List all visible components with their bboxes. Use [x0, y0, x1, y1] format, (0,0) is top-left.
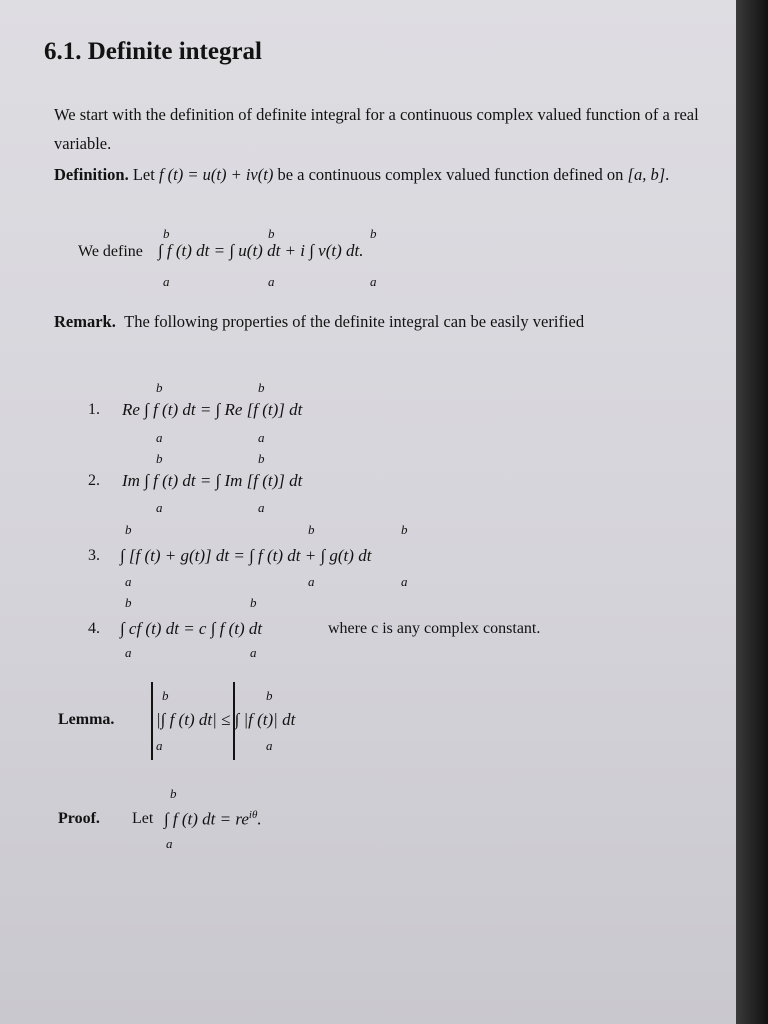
limit-upper: b — [162, 688, 169, 703]
section-heading — [44, 38, 262, 66]
limit-lower: a — [268, 274, 275, 289]
abs-bar-left — [151, 682, 153, 760]
limit-upper: b — [156, 380, 163, 395]
property-formula: ∫ cf (t) dt = c ∫ f (t) dt — [120, 619, 263, 638]
definition-text-after: be a continuous complex valued function defined on — [277, 165, 624, 184]
definition-we-define: We define — [78, 243, 143, 260]
limit-upper: b — [268, 226, 275, 241]
property-number: 3. — [88, 547, 100, 564]
definition-integral-formula: ∫ f (t) dt = ∫ u(t) dt + i ∫ v(t) dt. — [158, 241, 364, 260]
limit-upper: b — [125, 595, 132, 610]
property-suffix: where c is any complex constant. — [328, 620, 541, 637]
limit-lower: a — [156, 430, 163, 445]
definition-paragraph — [54, 160, 734, 189]
proof-text: Let — [132, 810, 154, 827]
limit-upper: b — [125, 522, 132, 537]
limit-lower: a — [163, 274, 170, 289]
proof-formula-exponent: iθ — [248, 809, 258, 821]
limit-lower: a — [370, 274, 377, 289]
definition-end: . — [665, 165, 670, 184]
limit-lower: a — [125, 645, 132, 660]
limit-lower: a — [308, 574, 315, 589]
definition-function-formula: f (t) = u(t) + iv(t) — [158, 165, 274, 184]
property-formula: Re ∫ f (t) dt = ∫ Re [f (t)] dt — [122, 400, 303, 419]
limit-upper: b — [163, 226, 170, 241]
limit-upper: b — [258, 451, 265, 466]
property-formula: Im ∫ f (t) dt = ∫ Im [f (t)] dt — [122, 471, 303, 490]
limit-lower: a — [258, 500, 265, 515]
limit-upper: b — [156, 451, 163, 466]
remark-label: Remark. — [54, 312, 116, 331]
proof-formula-main: ∫ f (t) dt = re — [164, 809, 249, 829]
definition-text-before: Let — [132, 165, 155, 184]
limit-upper: b — [170, 786, 177, 801]
intro-paragraph: We start with the definition of definite integral for a continuous complex valued function of a real variable. — [54, 105, 699, 153]
limit-lower: a — [156, 738, 163, 753]
remark-text: The following properties of the definite integral can be easily verified — [124, 312, 585, 331]
limit-upper: b — [308, 522, 315, 537]
property-number: 2. — [88, 472, 100, 489]
limit-lower: a — [266, 738, 273, 753]
property-number: 4. — [88, 620, 100, 637]
limit-upper: b — [370, 226, 377, 241]
limit-lower: a — [401, 574, 408, 589]
book-spine-shadow — [736, 0, 768, 1024]
limit-lower: a — [250, 645, 257, 660]
definition-interval: [a, b] — [627, 165, 666, 184]
limit-lower: a — [258, 430, 265, 445]
property-number: 1. — [88, 401, 100, 418]
limit-upper: b — [250, 595, 257, 610]
limit-lower: a — [125, 574, 132, 589]
section-title: Definite integral — [87, 38, 263, 65]
limit-upper: b — [401, 522, 408, 537]
proof-label: Proof. — [58, 810, 100, 827]
property-formula: ∫ [f (t) + g(t)] dt = ∫ f (t) dt + ∫ g(t) dt — [120, 546, 372, 565]
limit-lower: a — [166, 836, 173, 851]
limit-upper: b — [266, 688, 273, 703]
limit-upper: b — [258, 380, 265, 395]
definition-label: Definition. — [54, 165, 129, 184]
bleed-through-text — [380, 28, 384, 45]
proof-end: . — [257, 809, 262, 829]
proof-formula — [164, 809, 262, 830]
limit-lower: a — [156, 500, 163, 515]
remark-paragraph — [54, 312, 584, 332]
lemma-formula: |∫ f (t) dt| ≤ ∫ |f (t)| dt — [156, 710, 296, 729]
section-number: 6.1. — [44, 38, 82, 65]
lemma-label: Lemma. — [58, 711, 115, 728]
